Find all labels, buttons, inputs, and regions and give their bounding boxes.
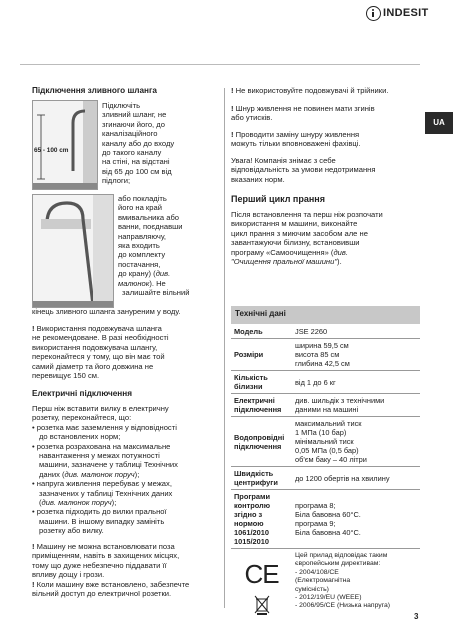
text-line: завантажуючи білизну, встановивши: [231, 238, 360, 248]
text-line: до комплекту: [118, 250, 166, 260]
text-line: Після встановлення та перш ніж розпочати: [231, 210, 383, 219]
text-span: ).: [337, 257, 342, 267]
height-label: 65 - 100 cm: [34, 147, 69, 154]
text-line: впливу дощу і грози.: [32, 570, 105, 580]
row-key: [231, 394, 292, 416]
first-cycle-paragraph: [231, 210, 383, 266]
column-divider: [224, 88, 225, 608]
text-line: тому що дуже небезпечно піддавати її: [32, 560, 167, 570]
exclamation-icon: !: [231, 104, 236, 113]
table-row: [231, 339, 420, 371]
key-line: підключення: [234, 441, 282, 451]
value-line: максимальний тиск: [295, 419, 362, 428]
value-line: див. шильдік з технічними: [295, 396, 385, 405]
key-line: нормою: [234, 519, 264, 528]
row-key: [231, 467, 292, 489]
first-cycle-title: Перший цикл прання: [231, 194, 325, 204]
text-line: самий діаметр та його довжина не: [32, 361, 154, 371]
value-line: даними на машині: [295, 405, 359, 414]
ce-mark-icon: CE: [244, 559, 279, 589]
text-line: направляючу,: [118, 231, 167, 241]
key-line: 1015/2010: [234, 537, 269, 546]
text-span: Шнур живлення не повинен мати згинів: [235, 104, 375, 113]
text-span: див. малюнок поруч: [64, 469, 135, 479]
text-line: Перш ніж вставити вилку в електричну: [32, 404, 169, 413]
text-line: або утисків.: [231, 113, 273, 123]
key-line: контролю: [234, 501, 271, 510]
text-span: малюнок: [118, 278, 150, 288]
value-line: програма 8;: [295, 501, 336, 510]
list-item: • напруга живлення перебуває у межах,: [32, 479, 178, 488]
text-span: Машину не можна встановлювати поза: [36, 542, 175, 551]
text-line: машини. В іншому випадку замініть: [39, 516, 165, 526]
value-line: Біла бавовна 60°C.: [295, 510, 361, 519]
text-line: залишайте вільний: [122, 288, 190, 298]
text-line: каналізаційного: [102, 129, 158, 139]
text-line: використання подовжувача шлангу,: [32, 342, 158, 352]
text-line: [231, 130, 361, 139]
text-line: постачання,: [118, 259, 161, 269]
value-line: - 2012/19/EU (WEEE): [295, 594, 362, 602]
text-line: переконайтеся у тому, що він має той: [32, 352, 165, 362]
value-line: 1 МПа (10 бар): [295, 428, 347, 437]
text-span: даних (: [39, 469, 65, 479]
exclamation-icon: !: [32, 542, 37, 551]
drain-paragraph-1: [102, 101, 174, 186]
value-line: глибина 42,5 см: [295, 359, 350, 368]
value-line: Цей прилад відповідає таким: [295, 552, 388, 559]
key-line: білизни: [234, 382, 263, 391]
text-line: машини, зазначене у таблиці Технічних: [39, 460, 178, 470]
header-rule: [20, 64, 420, 65]
brand-logo-text: INDESIT: [383, 7, 429, 19]
text-span: до крану) (: [118, 269, 156, 279]
liability-note: [231, 156, 375, 184]
text-line: [231, 104, 375, 113]
drain-paragraph-2: [118, 194, 189, 297]
text-line: [32, 498, 178, 507]
value-line: європейським директивам:: [295, 560, 381, 568]
value-line: ширина 59,5 см: [295, 341, 349, 350]
value-line: висота 85 см: [295, 350, 340, 359]
row-value: [292, 394, 420, 416]
key-line: згідно з: [234, 510, 263, 519]
value-line: Біла бавовна 40°C.: [295, 528, 361, 537]
text-line: до встановлених норм;: [39, 432, 121, 442]
table-row: [231, 490, 420, 549]
row-value: [292, 417, 420, 466]
text-span: Не використовуйте подовжувачі й трійники.: [235, 86, 389, 95]
row-key: [231, 371, 292, 393]
drain-wall-figure: [32, 100, 98, 190]
text-span: Використання подовжувача шланга: [36, 324, 162, 333]
text-line: цикл прання з миючим засобом але не: [231, 228, 368, 238]
text-line: [231, 257, 383, 266]
text-line: на стіні, на відстані: [102, 157, 170, 167]
electrical-section: [32, 404, 178, 536]
bathtub-drain-illustration: [33, 195, 113, 307]
table-row: [231, 417, 420, 467]
row-value: [292, 549, 420, 627]
text-line: Увага! Компанія знімає з себе: [231, 156, 336, 165]
text-span: );: [134, 469, 140, 479]
text-span: див.: [155, 269, 171, 279]
table-title: Технічні дані: [231, 306, 420, 324]
brand-logo: [366, 4, 429, 22]
row-value: [292, 490, 420, 548]
text-line: від 65 до 100 см від: [102, 166, 172, 176]
text-span: );: [111, 498, 117, 508]
cord-bend-warning: [231, 104, 375, 123]
row-value: до 1200 обертів на хвилину: [295, 473, 390, 483]
text-line: приміщенням, навіть в захищених місцях,: [32, 551, 180, 561]
technical-data-table: [231, 306, 420, 627]
outdoor-warning: [32, 542, 179, 580]
value-line: (Електромагнітна: [295, 577, 351, 585]
language-tab[interactable]: UA: [425, 112, 453, 134]
row-key: [231, 549, 292, 627]
text-line: [32, 324, 169, 333]
value-line: - 2006/95/CE (Низька напруга): [295, 602, 391, 610]
text-span: програму «Самоочищення» (: [231, 247, 334, 257]
weee-bin-icon: [254, 595, 270, 615]
exclamation-icon: !: [32, 580, 37, 589]
text-line: згинаючи його, до: [102, 119, 165, 129]
wall-drain-illustration: [33, 101, 97, 189]
key-line: Кількість: [234, 373, 268, 382]
text-line: перевищує 150 см.: [32, 371, 100, 381]
text-line: [32, 470, 178, 479]
text-line: [32, 542, 179, 551]
table-row: [231, 394, 420, 417]
text-line: підлоги;: [102, 176, 131, 186]
page-number: 3: [414, 612, 419, 621]
row-value: від 1 до 6 кг: [295, 377, 336, 387]
row-key: Розміри: [234, 350, 264, 359]
exclamation-icon: !: [231, 86, 236, 95]
text-line: зазначених у таблиці Технічних даних: [39, 488, 173, 498]
value-line: сумісність): [295, 585, 329, 593]
row-key: Модель: [234, 326, 263, 336]
value-line: 0,05 МПа (0,5 бар): [295, 446, 359, 455]
text-span: ). Не: [149, 278, 166, 288]
key-line: центрифуги: [234, 478, 278, 487]
table-row: [231, 549, 420, 627]
value-line: мінімальний тиск: [295, 437, 354, 446]
text-line: Підключіть: [102, 101, 141, 110]
text-line: розетку або вилку.: [39, 526, 104, 536]
socket-access-warning: [32, 580, 189, 599]
table-row: [231, 467, 420, 490]
text-span: див. малюнок поруч: [41, 498, 112, 508]
drain-hose-title: Підключення зливного шланга: [32, 86, 157, 95]
text-line: використання м машини, виконайте: [231, 219, 358, 229]
text-line: розетку, переконайтеся, що:: [32, 413, 132, 423]
text-line: або покладіть: [118, 194, 167, 203]
indesit-logo-icon: [366, 6, 381, 21]
text-line: його на край: [118, 203, 162, 213]
key-line: Швидкість: [234, 469, 274, 478]
row-key: [231, 417, 292, 466]
cord-replace-warning: [231, 130, 361, 149]
text-line: [118, 279, 189, 288]
row-key: [231, 490, 292, 548]
hose-extension-warning: [32, 324, 169, 380]
table-row: [231, 324, 420, 339]
key-line: Електричні: [234, 396, 275, 405]
text-span: Коли машину вже встановлено, забезпечте: [36, 580, 190, 589]
extension-warning: [231, 86, 388, 95]
text-line: [118, 269, 189, 278]
text-line: яка входить: [118, 241, 160, 251]
list-item: • розетка розрахована на максимальне: [32, 442, 178, 451]
text-span: (: [39, 498, 42, 508]
text-line: вказаних норм.: [231, 174, 285, 184]
table-row: [231, 371, 420, 394]
text-line: зливний шланг, не: [102, 110, 167, 120]
text-line: вмивальника або: [118, 212, 180, 222]
key-line: Програми: [234, 492, 271, 501]
value-line: - 2004/108/CE: [295, 568, 339, 576]
text-span: "Очищення пральної машини": [231, 257, 338, 267]
key-line: Водопровідні: [234, 432, 285, 442]
text-line: вільний доступ до електричної розетки.: [32, 589, 172, 599]
value-line: програма 9;: [295, 519, 336, 528]
text-line: ванни, поєднавши: [118, 222, 183, 232]
electrical-title: Електричні підключення: [32, 389, 132, 398]
text-line: [231, 248, 383, 257]
text-line: навантаження у межах потужності: [39, 451, 160, 461]
list-item: • розетка підходить до вилки пральної: [32, 507, 178, 516]
exclamation-icon: !: [32, 324, 37, 333]
text-line: каналу або до входу: [102, 138, 175, 148]
text-line: [32, 580, 189, 589]
text-line: не рекомендоване. В разі необхідності: [32, 333, 169, 343]
text-line: можуть тільки вповноважені фахівці.: [231, 139, 361, 149]
drain-tub-figure: [32, 194, 114, 308]
value-line: об'єм баку – 40 літри: [295, 455, 367, 464]
key-line: 1061/2010: [234, 528, 269, 537]
list-item: • розетка має заземлення у відповідності: [32, 423, 178, 432]
text-line: до такого каналу: [102, 148, 162, 158]
text-line: кінець зливного шланга зануреним у воду.: [32, 307, 181, 316]
text-span: див.: [333, 247, 348, 257]
key-line: підключення: [234, 405, 282, 414]
exclamation-icon: !: [231, 130, 236, 139]
text-line: відповідальність за умови недотримання: [231, 165, 376, 175]
row-value: JSE 2260: [295, 326, 328, 336]
text-span: Проводити заміну шнуру живлення: [235, 130, 360, 139]
row-value: [292, 339, 420, 370]
